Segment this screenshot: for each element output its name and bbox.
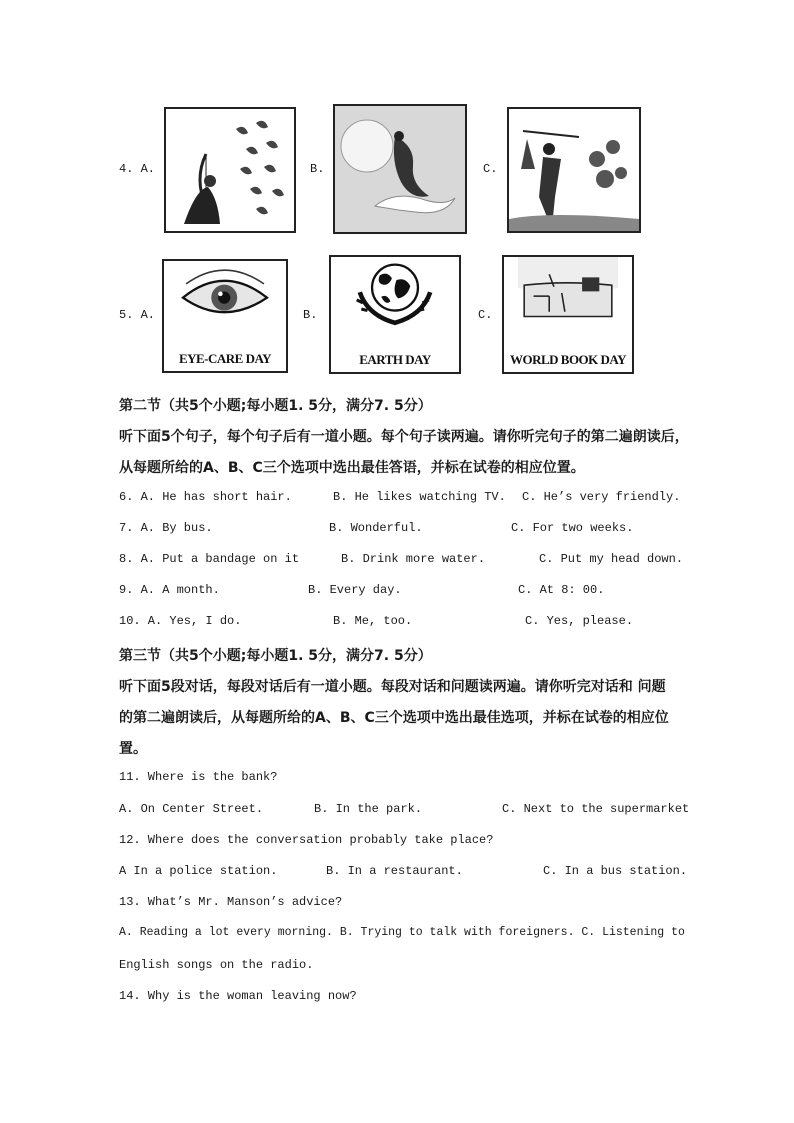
section3-title: 第三节（共5个小题;每小题1. 5分，满分7. 5分） bbox=[119, 648, 432, 664]
q7-option-a: 7. A. By bus. bbox=[119, 521, 213, 535]
q5-option-a-image bbox=[162, 259, 288, 373]
q13-options-line2: English songs on the radio. bbox=[119, 958, 314, 972]
q12-question: 12. Where does the conversation probably take place? bbox=[119, 833, 494, 847]
archer-sun-icon bbox=[166, 109, 294, 231]
q13-question: 13. What’s Mr. Manson’s advice? bbox=[119, 895, 343, 909]
q6-option-a: 6. A. He has short hair. bbox=[119, 490, 292, 504]
q8-option-a: 8. A. Put a bandage on it bbox=[119, 552, 300, 566]
q6-option-c: C. He’s very friendly. bbox=[522, 490, 681, 504]
question-10 bbox=[119, 614, 634, 628]
q11-option-b: B. In the park. bbox=[314, 802, 423, 816]
section3-instruction-line2: 的第二遍朗读后，从每题所给的A、B、C三个选项中选出最佳选项，并标在试卷的相应位 bbox=[119, 710, 669, 726]
q11-question: 11. Where is the bank? bbox=[119, 770, 278, 784]
q10-option-c: C. Yes, please. bbox=[525, 614, 634, 628]
section2-instruction-line1: 听下面5个句子，每个句子后有一道小题。每个句子读两遍。请你听完句子的第二遍朗读后， bbox=[119, 429, 689, 445]
section2-title: 第二节（共5个小题;每小题1. 5分，满分7. 5分） bbox=[119, 398, 432, 414]
q8-option-b: B. Drink more water. bbox=[341, 552, 486, 566]
q4-option-c-image bbox=[507, 107, 641, 233]
q4-option-b-image bbox=[333, 104, 467, 234]
q5-option-b-image bbox=[329, 255, 461, 374]
q14-question: 14. Why is the woman leaving now? bbox=[119, 989, 357, 1003]
q8-option-c: C. Put my head down. bbox=[539, 552, 684, 566]
q9-option-c: C. At 8: 00. bbox=[518, 583, 605, 597]
section3-instruction-line3: 置。 bbox=[119, 741, 147, 757]
section2-instruction-line2: 从每题所给的A、B、C三个选项中选出最佳答语，并标在试卷的相应位置。 bbox=[119, 460, 585, 476]
q7-option-b: B. Wonderful. bbox=[329, 521, 423, 535]
q11-option-a: A. On Center Street. bbox=[119, 802, 264, 816]
q5-number: 5. A. bbox=[119, 308, 156, 322]
flying-lady-moon-icon bbox=[335, 106, 465, 232]
q10-option-a: 10. A. Yes, I do. bbox=[119, 614, 242, 628]
q10-option-b: B. Me, too. bbox=[333, 614, 413, 628]
globe-icon bbox=[331, 257, 459, 345]
q5-option-b-caption: EARTH DAY bbox=[359, 352, 431, 367]
q11-options bbox=[119, 802, 690, 816]
q12-option-b: B. In a restaurant. bbox=[326, 864, 463, 878]
question-9 bbox=[119, 583, 605, 597]
q9-option-a: 9. A. A month. bbox=[119, 583, 220, 597]
question-6 bbox=[119, 490, 681, 504]
q9-option-b: B. Every day. bbox=[308, 583, 402, 597]
q4-option-a-image bbox=[164, 107, 296, 233]
q13-options-line1: A. Reading a lot every morning. B. Trying to talk with foreigners. C. Listening to bbox=[119, 926, 685, 939]
q5-option-b-label: B. bbox=[303, 308, 318, 322]
q5-option-c-caption: WORLD BOOK DAY bbox=[509, 352, 627, 367]
q4-option-b-label: B. bbox=[310, 162, 325, 176]
book-icon bbox=[504, 257, 632, 347]
man-carrying-pole-icon bbox=[509, 109, 639, 231]
q12-options bbox=[119, 864, 688, 878]
q4-number: 4. A. bbox=[119, 162, 156, 176]
q12-option-a: A In a police station. bbox=[119, 864, 278, 878]
q6-option-b: B. He likes watching TV. bbox=[333, 490, 506, 504]
q7-option-c: C. For two weeks. bbox=[511, 521, 634, 535]
q11-option-c: C. Next to the supermarket bbox=[502, 802, 690, 816]
q12-option-c: C. In a bus station. bbox=[543, 864, 688, 878]
q5-option-c-image bbox=[502, 255, 634, 374]
q4-option-c-label: C. bbox=[483, 162, 498, 176]
eye-icon bbox=[164, 261, 286, 345]
question-8 bbox=[119, 552, 684, 566]
q5-option-c-label: C. bbox=[478, 308, 493, 322]
question-7 bbox=[119, 521, 634, 535]
section3-instruction-line1: 听下面5段对话，每段对话后有一道小题。每段对话和问题读两遍。请你听完对话和 问题 bbox=[119, 679, 666, 695]
q5-option-a-caption: EYE-CARE DAY bbox=[178, 351, 272, 366]
